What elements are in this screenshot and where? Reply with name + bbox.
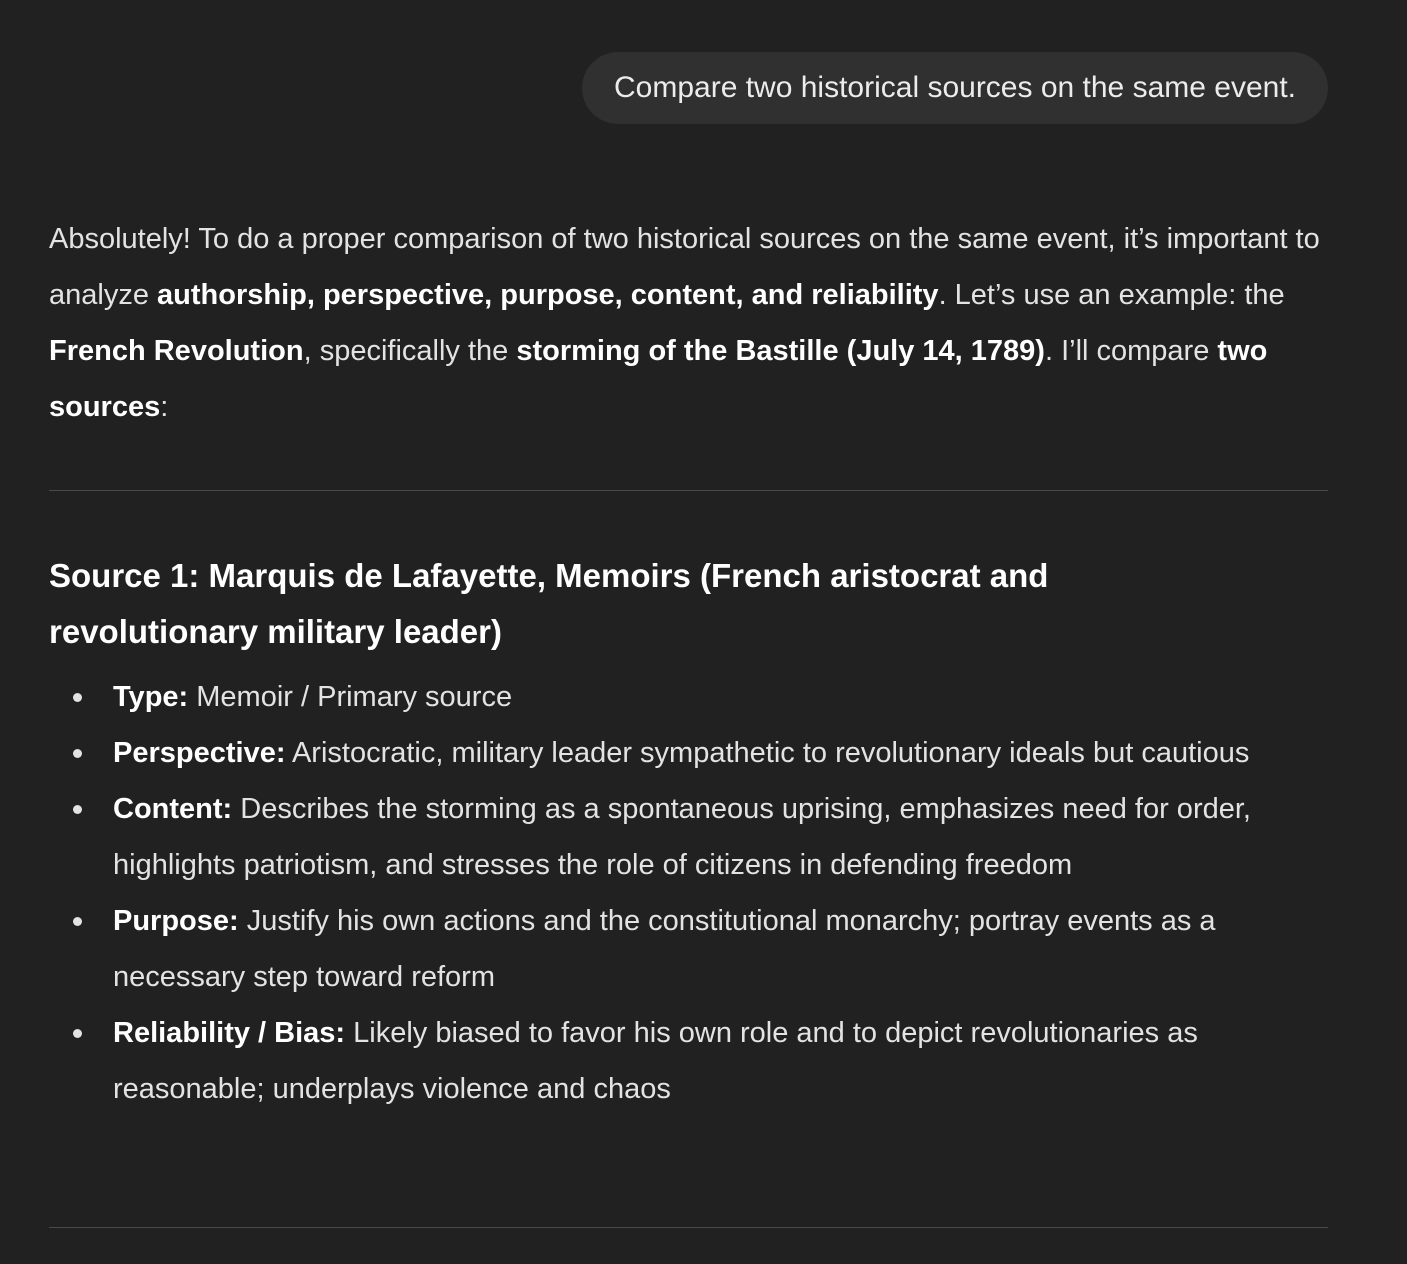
bullet-icon	[73, 693, 82, 702]
intro-text-5: :	[160, 391, 169, 423]
list-item	[49, 781, 1328, 893]
intro-text-2: . Let’s use an example: the	[938, 279, 1285, 311]
list-item-label: Purpose:	[113, 905, 239, 937]
user-message-bubble: Compare two historical sources on the same event.	[582, 52, 1328, 124]
list-item-label: Reliability / Bias:	[113, 1017, 346, 1049]
list-item-text: Aristocratic, military leader sympathetic to revolutionary ideals but cautious	[285, 737, 1250, 769]
list-item	[49, 669, 1328, 725]
section-divider	[49, 1227, 1328, 1228]
list-item-text: Describes the storming as a spontaneous uprising, emphasizes need for order, highlights patriotism, and stresses the role of citizens in defending freedom	[113, 793, 1251, 881]
user-message-row	[582, 52, 1328, 124]
list-item-label: Content:	[113, 793, 233, 825]
bullet-icon	[73, 1029, 82, 1038]
intro-bold-4: two sources	[49, 335, 1268, 423]
list-item-text: Memoir / Primary source	[188, 681, 513, 713]
list-item	[49, 725, 1328, 781]
source-1-heading: Source 1: Marquis de Lafayette, Memoirs (French aristocrat and revolutionary military leader)	[49, 557, 1049, 650]
intro-bold-3: storming of the Bastille (July 14, 1789)	[516, 335, 1045, 367]
assistant-message	[49, 211, 1328, 1105]
intro-bold-1: authorship, perspective, purpose, content, and reliability	[157, 279, 939, 311]
intro-bold-2: French Revolution	[49, 335, 304, 367]
list-item-label: Perspective:	[113, 737, 286, 769]
intro-text-4: . I’ll compare	[1044, 335, 1218, 367]
list-item	[49, 893, 1328, 1005]
list-item	[49, 1005, 1328, 1117]
intro-text-1: Absolutely! To do a proper comparison of two historical sources on the same event, it’s important to analyze	[49, 223, 1320, 311]
section-divider	[49, 490, 1328, 491]
source-1-list	[49, 669, 1328, 1117]
list-item-text: Likely biased to favor his own role and to depict revolutionaries as reasonable; underplays violence and chaos	[113, 1017, 1198, 1105]
bullet-icon	[73, 749, 82, 758]
assistant-intro-paragraph	[49, 211, 1328, 435]
list-item-label: Type:	[113, 681, 189, 713]
intro-text-3: , specifically the	[303, 335, 517, 367]
list-item-text: Justify his own actions and the constitutional monarchy; portray events as a necessary step toward reform	[113, 905, 1216, 993]
bullet-icon	[73, 805, 82, 814]
bullet-icon	[73, 917, 82, 926]
